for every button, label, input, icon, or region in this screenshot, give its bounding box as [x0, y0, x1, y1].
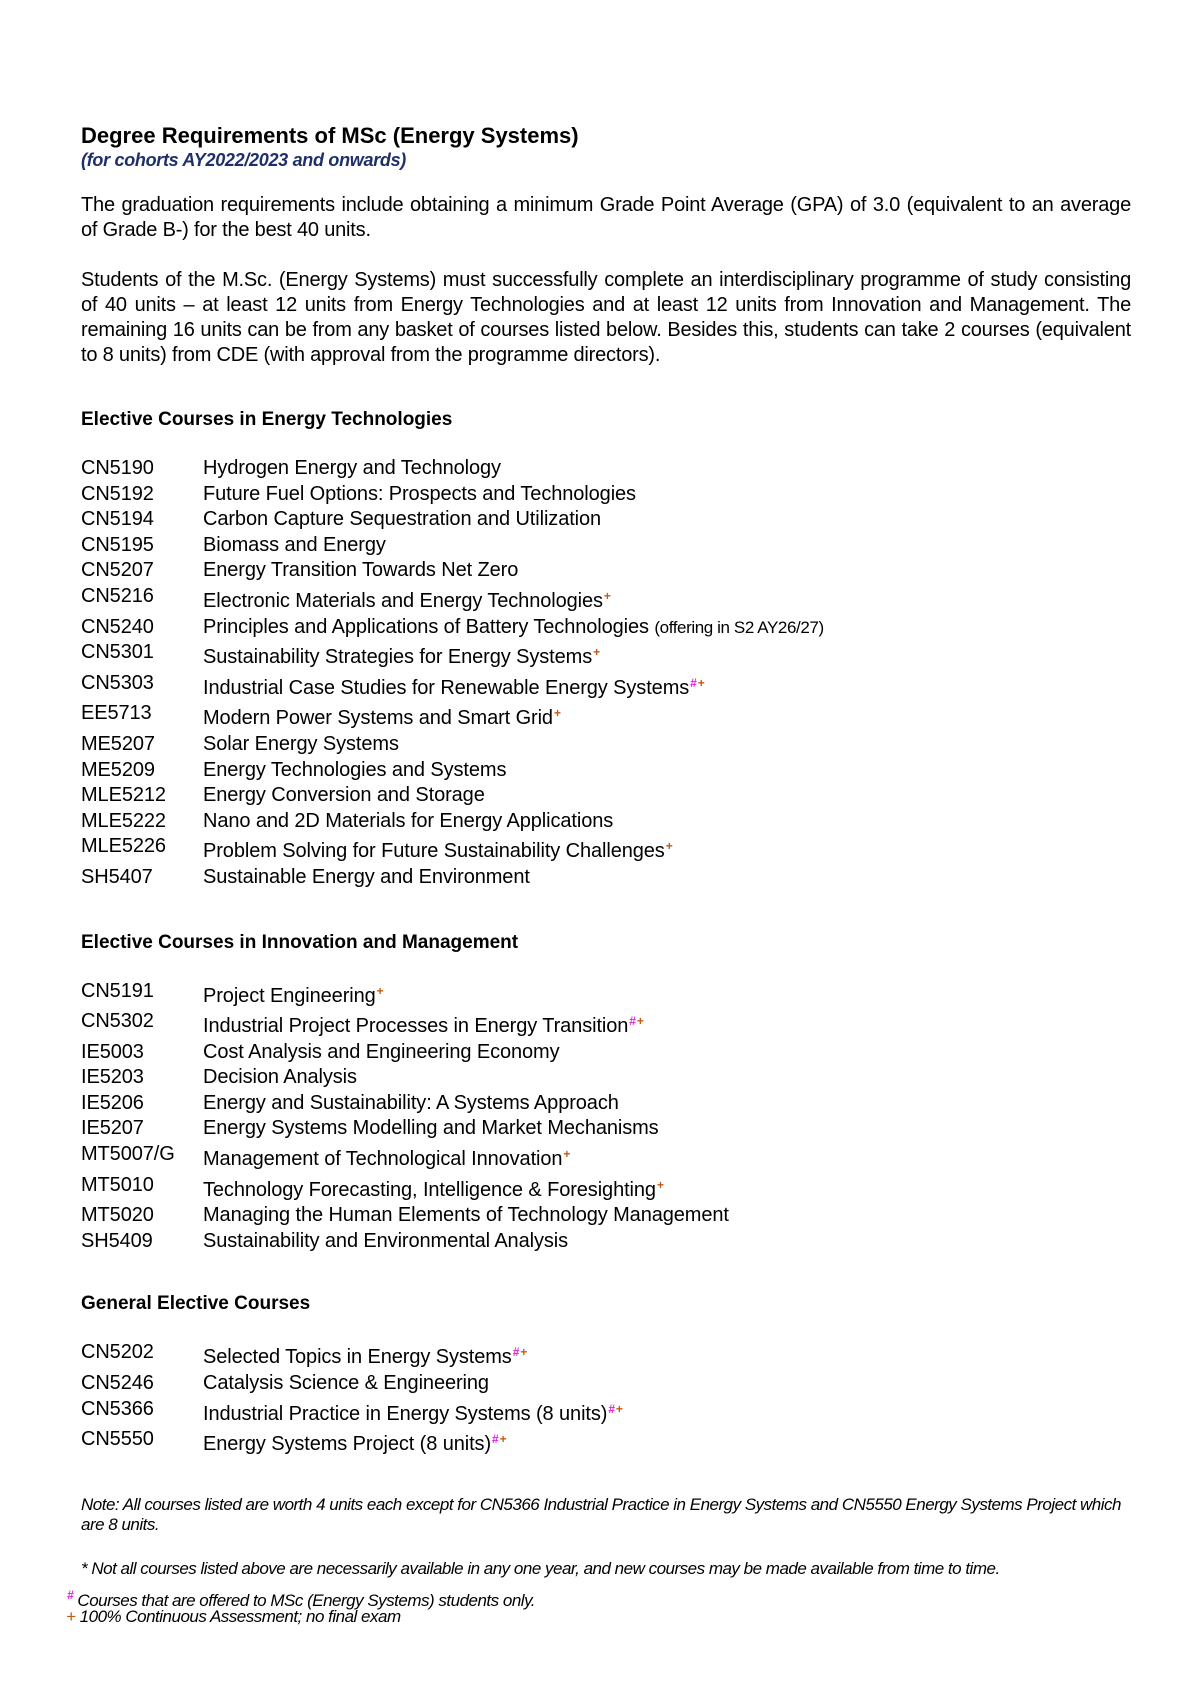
course-row [81, 1340, 1131, 1371]
units-note: Note: All courses listed are worth 4 units each except for CN5366 Industrial Practice in Energy Systems and CN5550 Energy Systems Project which are 8 units. [81, 1494, 1121, 1534]
plus-marker: + [665, 839, 673, 854]
structure-paragraph: Students of the M.Sc. (Energy Systems) must successfully complete an interdisciplinary programme of study consisting of 40 units – at least 12 units from Energy Technologies and at least 12 units from Innovation and Management. The remaining 16 units can be from any basket of courses listed below. Besides this, students can take 2 courses (equivalent to 8 units) from CDE (with approval from the programme directors). [81, 269, 1131, 366]
course-row [81, 865, 1131, 891]
course-title-wrap [203, 1009, 644, 1040]
section-heading-innovation-management: Elective Courses in Innovation and Management [81, 931, 519, 953]
course-code: MLE5222 [81, 809, 166, 832]
course-code: MLE5212 [81, 784, 166, 807]
plus-symbol: + [66, 1607, 76, 1626]
course-title: Hydrogen Energy and Technology [203, 457, 501, 479]
course-code: CN5240 [81, 615, 154, 638]
course-title-wrap [203, 783, 485, 809]
document-page [81, 122, 1131, 1579]
course-row [81, 1009, 1131, 1040]
course-title: Technology Forecasting, Intelligence & Foresighting [203, 1178, 656, 1201]
course-row [81, 1142, 1131, 1173]
course-code: IE5003 [81, 1040, 144, 1063]
course-code: CN5366 [81, 1397, 154, 1420]
course-row [81, 584, 1131, 615]
course-row [81, 1116, 1131, 1142]
course-code: CN5192 [81, 482, 154, 505]
course-title: Solar Energy Systems [203, 732, 399, 755]
course-title-wrap [203, 758, 506, 784]
course-title: Industrial Project Processes in Energy Transition [203, 1015, 629, 1038]
course-code: CN5195 [81, 533, 154, 556]
course-row [81, 834, 1131, 865]
course-code: SH5409 [81, 1229, 153, 1252]
course-row [81, 979, 1131, 1010]
plus-marker: + [499, 1432, 507, 1447]
course-code: CN5202 [81, 1341, 154, 1364]
course-row [81, 456, 1131, 482]
course-row [81, 783, 1131, 809]
course-row [81, 671, 1131, 702]
course-code: CN5301 [81, 641, 154, 664]
course-title: Biomass and Energy [203, 533, 386, 556]
course-title-wrap [203, 482, 636, 508]
course-code: ME5209 [81, 758, 155, 781]
course-list-innovation-management [81, 979, 1131, 1255]
course-code: CN5194 [81, 508, 154, 531]
course-title-wrap [203, 615, 824, 641]
course-row [81, 809, 1131, 835]
course-title: Industrial Practice in Energy Systems (8 units) [203, 1402, 608, 1425]
legend-plus-text: 100% Continuous Assessment; no final exam [75, 1607, 401, 1626]
course-row [81, 758, 1131, 784]
plus-marker: + [553, 706, 561, 721]
section-heading-general-electives: General Elective Courses [81, 1293, 311, 1315]
course-code: CN5216 [81, 584, 154, 607]
plus-marker: + [697, 675, 705, 690]
course-code: MLE5226 [81, 835, 166, 858]
course-title-wrap [203, 533, 386, 559]
course-title: Problem Solving for Future Sustainability Challenges [203, 840, 665, 863]
course-list-general-electives [81, 1340, 1131, 1457]
course-title: Future Fuel Options: Prospects and Technologies [203, 482, 636, 505]
course-title: Industrial Case Studies for Renewable Energy Systems [203, 676, 690, 699]
availability-note: * Not all courses listed above are necessarily available in any one year, and new courses may be made available from time to time. [81, 1558, 1000, 1578]
course-list-energy-technologies [81, 456, 1131, 891]
course-row [81, 482, 1131, 508]
course-code: CN5302 [81, 1010, 154, 1033]
course-title-wrap [203, 584, 611, 615]
plus-marker: + [376, 983, 384, 998]
course-row [81, 1065, 1131, 1091]
hash-marker: # [608, 1401, 615, 1416]
course-title-wrap [203, 979, 384, 1010]
course-row [81, 640, 1131, 671]
course-title-wrap [203, 701, 561, 732]
hash-symbol: # [67, 1588, 74, 1602]
document-title: Degree Requirements of MSc (Energy Systems) [81, 123, 579, 148]
course-title-wrap [203, 732, 399, 758]
course-title: Catalysis Science & Engineering [203, 1372, 489, 1395]
course-offering-note: (offering in S2 AY26/27) [654, 617, 824, 637]
course-title: Carbon Capture Sequestration and Utilization [203, 508, 602, 531]
course-title: Principles and Applications of Battery Technologies [203, 615, 649, 638]
course-title: Sustainable Energy and Environment [203, 865, 530, 888]
hash-marker: # [629, 1014, 636, 1029]
course-title: Energy Technologies and Systems [203, 758, 507, 781]
course-title: Cost Analysis and Engineering Economy [203, 1040, 560, 1063]
course-row [81, 732, 1131, 758]
plus-marker: + [563, 1147, 571, 1162]
course-title: Energy Conversion and Storage [203, 784, 485, 807]
course-title: Managing the Human Elements of Technology Management [203, 1204, 729, 1227]
course-title: Selected Topics in Energy Systems [203, 1346, 512, 1369]
plus-marker: + [593, 645, 601, 660]
course-title-wrap [203, 1091, 619, 1117]
course-code: CN5191 [81, 979, 154, 1002]
course-code: CN5207 [81, 559, 154, 582]
legend-plus [66, 1607, 401, 1627]
course-title-wrap [203, 1040, 560, 1066]
section-heading-energy-technologies: Elective Courses in Energy Technologies [81, 409, 453, 430]
course-title: Sustainability and Environmental Analysis [203, 1229, 568, 1252]
gpa-paragraph: The graduation requirements include obtaining a minimum Grade Point Average (GPA) of 3.0 (equivalent to an average of Grade B-) for the best 40 units. [81, 194, 1131, 241]
course-title: Decision Analysis [203, 1066, 357, 1089]
course-row [81, 701, 1131, 732]
course-title: Project Engineering [203, 984, 376, 1007]
course-row [81, 533, 1131, 559]
course-title-wrap [203, 507, 601, 533]
course-title-wrap [203, 1340, 527, 1371]
course-title-wrap [203, 558, 518, 584]
plus-marker: + [615, 1401, 623, 1416]
course-row [81, 615, 1131, 641]
course-row [81, 1427, 1131, 1458]
course-row [81, 1173, 1131, 1204]
course-title-wrap [203, 865, 530, 891]
course-row [81, 1229, 1131, 1255]
legend-hash-text: Courses that are offered to MSc (Energy Systems) students only. [73, 1591, 536, 1610]
course-row [81, 1203, 1131, 1229]
course-code: IE5206 [81, 1091, 144, 1114]
hash-marker: # [492, 1432, 499, 1447]
plus-marker: + [636, 1014, 644, 1029]
course-title: Energy and Sustainability: A Systems Approach [203, 1091, 619, 1114]
course-title-wrap [203, 1427, 507, 1458]
course-row [81, 1040, 1131, 1066]
hash-marker: # [512, 1345, 520, 1360]
course-title-wrap [203, 456, 501, 482]
course-title-wrap [203, 1371, 489, 1397]
course-title: Electronic Materials and Energy Technologies [203, 589, 603, 612]
document-subtitle: (for cohorts AY2022/2023 and onwards) [81, 150, 406, 170]
course-title-wrap [203, 1065, 357, 1091]
course-code: CN5303 [81, 671, 154, 694]
plus-marker: + [603, 588, 611, 603]
course-row [81, 1371, 1131, 1397]
course-title: Nano and 2D Materials for Energy Applications [203, 809, 614, 832]
course-code: MT5020 [81, 1204, 154, 1227]
course-code: EE5713 [81, 702, 152, 725]
course-title-wrap [203, 1203, 729, 1229]
course-code: MT5010 [81, 1173, 154, 1196]
course-title-wrap [203, 1173, 664, 1204]
course-title: Modern Power Systems and Smart Grid [203, 707, 553, 730]
course-code: MT5007/G [81, 1143, 175, 1166]
course-row [81, 1091, 1131, 1117]
course-title-wrap [203, 1116, 659, 1142]
course-row [81, 558, 1131, 584]
course-title-wrap [203, 834, 673, 865]
course-code: SH5407 [81, 865, 153, 888]
course-title: Energy Systems Project (8 units) [203, 1433, 492, 1456]
course-code: IE5207 [81, 1117, 144, 1140]
course-title: Energy Transition Towards Net Zero [203, 559, 519, 582]
course-code: IE5203 [81, 1066, 144, 1089]
course-title: Energy Systems Modelling and Market Mechanisms [203, 1117, 659, 1140]
course-title-wrap [203, 809, 613, 835]
hash-marker: # [690, 675, 697, 690]
course-title-wrap [203, 671, 705, 702]
course-code: CN5550 [81, 1428, 154, 1451]
plus-marker: + [656, 1177, 664, 1192]
course-code: ME5207 [81, 732, 155, 755]
course-title: Sustainability Strategies for Energy Systems [203, 646, 593, 669]
course-code: CN5190 [81, 457, 154, 479]
course-title: Management of Technological Innovation [203, 1148, 563, 1171]
course-code: CN5246 [81, 1372, 154, 1395]
course-row [81, 507, 1131, 533]
plus-marker: + [520, 1345, 528, 1360]
course-title-wrap [203, 1229, 568, 1255]
course-title-wrap [203, 640, 600, 671]
course-row [81, 1397, 1131, 1428]
course-title-wrap [203, 1142, 570, 1173]
course-title-wrap [203, 1397, 623, 1428]
